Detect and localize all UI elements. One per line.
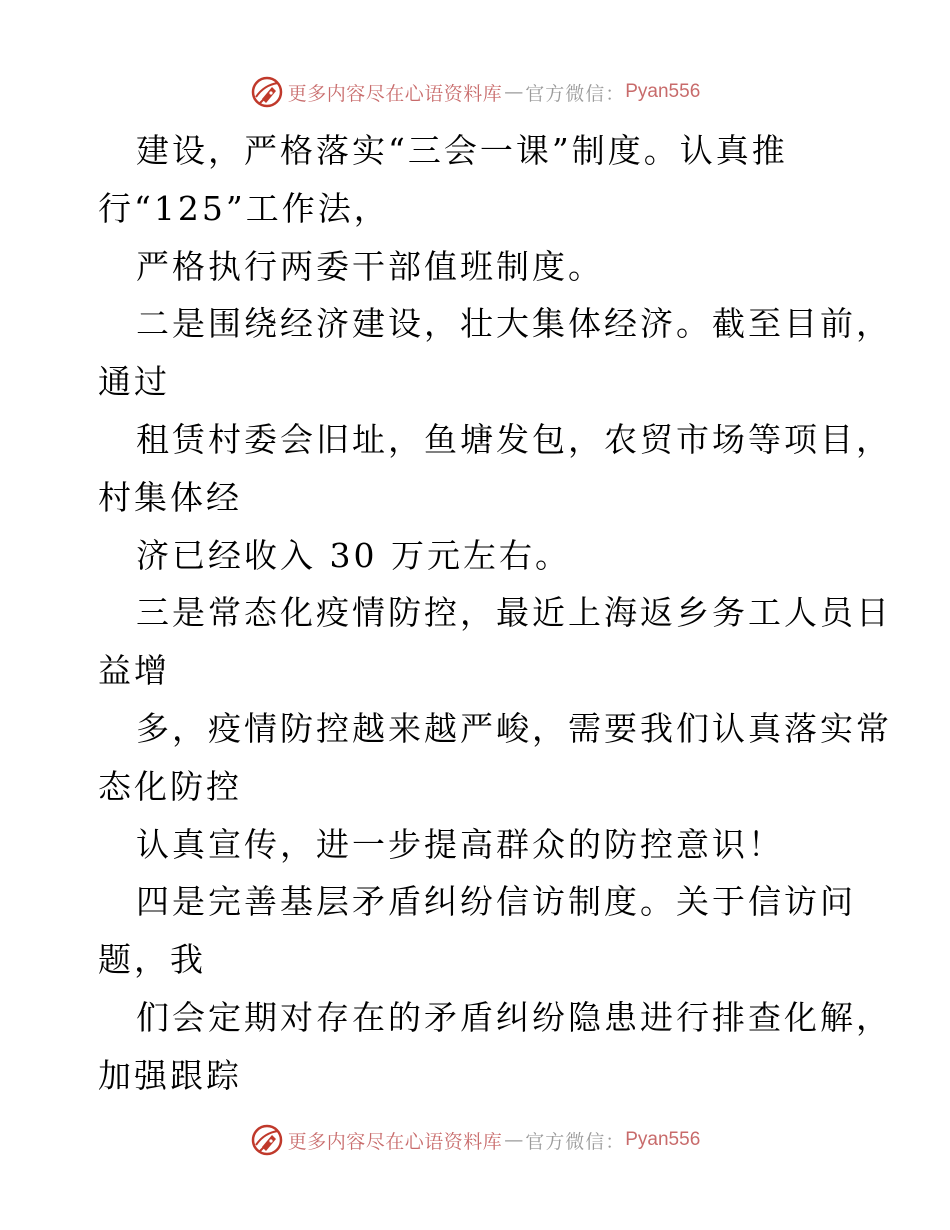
banner-separator: —: [504, 81, 524, 103]
text-line: 村集体经: [98, 477, 242, 517]
text-line: 认真宣传，进一步提高群众的防控意识！: [136, 824, 784, 864]
text-line: 加强跟踪: [98, 1055, 242, 1095]
banner-wechat-id: Pyan556: [625, 1129, 701, 1150]
banner-wechat-label: 官方微信：: [525, 82, 626, 105]
text-line: 济已经收入 30 万元左右。: [136, 535, 571, 575]
header-banner: [0, 72, 950, 112]
text-line: 题，我: [98, 940, 206, 980]
text-line: 多，疫情防控越来越严峻，需要我们认真落实常: [136, 708, 892, 748]
text-line: 建设，严格落实“三会一课”制度。认真推: [136, 131, 788, 170]
text-line: 益增: [98, 651, 170, 691]
text-line: 二是围绕经济建设，壮大集体经济。截至目前，: [136, 304, 892, 344]
banner-wechat-id: Pyan556: [625, 81, 701, 102]
pen-nib-logo-icon: [250, 1123, 284, 1157]
footer-banner: [0, 1120, 950, 1160]
document-body: [98, 122, 892, 1105]
text-line: 四是完善基层矛盾纠纷信访制度。关于信访问: [136, 882, 856, 922]
text-line: 通过: [98, 362, 170, 402]
text-line: 态化防控: [98, 766, 242, 806]
text-line: 行“125”工作法，: [98, 188, 390, 228]
banner-separator: —: [504, 1129, 524, 1151]
pen-nib-logo-icon: [250, 75, 284, 109]
banner-wechat-label: 官方微信：: [525, 1130, 626, 1153]
banner-slogan: 更多内容尽在心语资料库: [287, 82, 503, 105]
text-line: 们会定期对存在的矛盾纠纷隐患进行排查化解，: [136, 997, 892, 1037]
text-line: 严格执行两委干部值班制度。: [136, 246, 604, 286]
text-line: 三是常态化疫情防控，最近上海返乡务工人员日: [136, 593, 892, 633]
banner-slogan: 更多内容尽在心语资料库: [287, 1130, 503, 1153]
text-line: 租赁村委会旧址，鱼塘发包，农贸市场等项目，: [136, 419, 892, 459]
